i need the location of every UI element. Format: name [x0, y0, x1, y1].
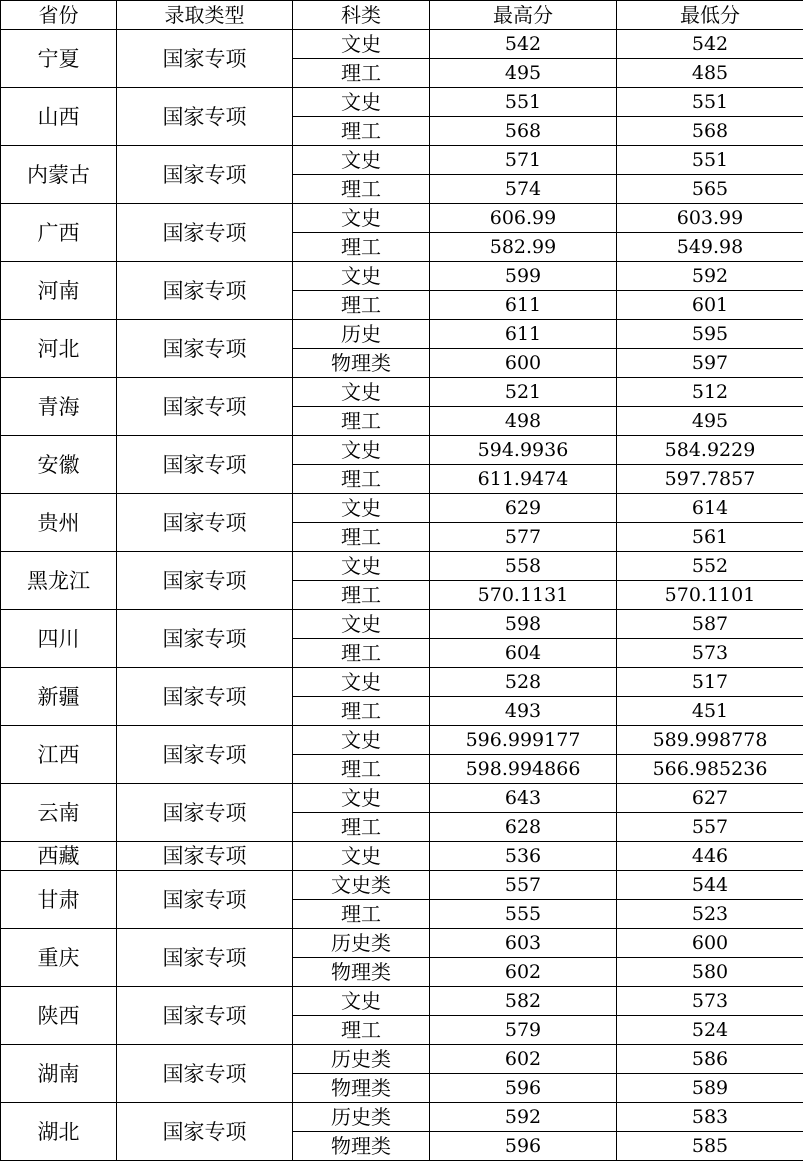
max-score-cell: 596	[430, 1074, 617, 1103]
province-cell: 西藏	[1, 842, 117, 871]
max-score-cell: 498	[430, 407, 617, 436]
min-score-cell: 597	[617, 349, 803, 378]
province-cell: 青海	[1, 378, 117, 436]
max-score-cell: 570.1131	[430, 581, 617, 610]
max-score-cell: 611	[430, 291, 617, 320]
subject-cell: 文史	[293, 30, 430, 59]
admission-type-cell: 国家专项	[117, 610, 293, 668]
min-score-cell: 512	[617, 378, 803, 407]
header-row	[1, 1, 803, 30]
table-header	[1, 1, 803, 30]
table-row	[1, 30, 803, 59]
table-row	[1, 204, 803, 233]
table-row	[1, 668, 803, 697]
subject-cell: 文史	[293, 204, 430, 233]
max-score-cell: 596.999177	[430, 726, 617, 755]
subject-cell: 历史	[293, 320, 430, 349]
subject-cell: 物理类	[293, 958, 430, 987]
subject-cell: 理工	[293, 59, 430, 88]
min-score-cell: 542	[617, 30, 803, 59]
province-cell: 新疆	[1, 668, 117, 726]
min-score-cell: 544	[617, 871, 803, 900]
min-score-cell: 451	[617, 697, 803, 726]
table-row	[1, 378, 803, 407]
admission-type-cell: 国家专项	[117, 494, 293, 552]
min-score-cell: 589.998778	[617, 726, 803, 755]
max-score-cell: 577	[430, 523, 617, 552]
subject-cell: 文史	[293, 436, 430, 465]
province-cell: 安徽	[1, 436, 117, 494]
province-cell: 甘肃	[1, 871, 117, 929]
max-score-cell: 555	[430, 900, 617, 929]
min-score-cell: 551	[617, 146, 803, 175]
min-score-cell: 557	[617, 813, 803, 842]
min-score-cell: 603.99	[617, 204, 803, 233]
subject-cell: 历史类	[293, 929, 430, 958]
subject-cell: 文史	[293, 842, 430, 871]
max-score-cell: 629	[430, 494, 617, 523]
subject-cell: 理工	[293, 523, 430, 552]
min-score-cell: 586	[617, 1045, 803, 1074]
min-score-cell: 517	[617, 668, 803, 697]
min-score-cell: 583	[617, 1103, 803, 1132]
max-score-cell: 568	[430, 117, 617, 146]
min-score-cell: 573	[617, 987, 803, 1016]
max-score-cell: 611	[430, 320, 617, 349]
admission-type-cell: 国家专项	[117, 262, 293, 320]
subject-cell: 理工	[293, 697, 430, 726]
province-cell: 四川	[1, 610, 117, 668]
admission-type-cell: 国家专项	[117, 726, 293, 784]
province-cell: 广西	[1, 204, 117, 262]
admission-type-cell: 国家专项	[117, 30, 293, 88]
min-score-cell: 587	[617, 610, 803, 639]
min-score-cell: 584.9229	[617, 436, 803, 465]
min-score-cell: 589	[617, 1074, 803, 1103]
max-score-cell: 603	[430, 929, 617, 958]
province-cell: 河南	[1, 262, 117, 320]
max-score-cell: 579	[430, 1016, 617, 1045]
min-score-cell: 573	[617, 639, 803, 668]
subject-cell: 理工	[293, 465, 430, 494]
max-score-cell: 592	[430, 1103, 617, 1132]
max-score-cell: 528	[430, 668, 617, 697]
max-score-cell: 628	[430, 813, 617, 842]
max-score-cell: 542	[430, 30, 617, 59]
min-score-cell: 446	[617, 842, 803, 871]
subject-cell: 文史	[293, 88, 430, 117]
admission-type-cell: 国家专项	[117, 929, 293, 987]
max-score-cell: 599	[430, 262, 617, 291]
min-score-cell: 561	[617, 523, 803, 552]
table-row	[1, 262, 803, 291]
table-row	[1, 436, 803, 465]
max-score-cell: 571	[430, 146, 617, 175]
admission-type-cell: 国家专项	[117, 1045, 293, 1103]
table-row	[1, 320, 803, 349]
min-score-cell: 580	[617, 958, 803, 987]
min-score-cell: 585	[617, 1132, 803, 1161]
admission-type-cell: 国家专项	[117, 146, 293, 204]
subject-cell: 历史类	[293, 1103, 430, 1132]
min-score-cell: 565	[617, 175, 803, 204]
admission-type-cell: 国家专项	[117, 320, 293, 378]
max-score-cell: 536	[430, 842, 617, 871]
max-score-cell: 557	[430, 871, 617, 900]
table-body	[1, 30, 803, 1161]
header-subject: 科类	[293, 1, 430, 30]
min-score-cell: 568	[617, 117, 803, 146]
subject-cell: 文史	[293, 146, 430, 175]
province-cell: 湖南	[1, 1045, 117, 1103]
subject-cell: 理工	[293, 233, 430, 262]
min-score-cell: 523	[617, 900, 803, 929]
subject-cell: 理工	[293, 175, 430, 204]
subject-cell: 文史类	[293, 871, 430, 900]
subject-cell: 文史	[293, 987, 430, 1016]
table-row	[1, 1103, 803, 1132]
max-score-cell: 582.99	[430, 233, 617, 262]
admission-type-cell: 国家专项	[117, 552, 293, 610]
header-min-score: 最低分	[617, 1, 803, 30]
max-score-cell: 598.994866	[430, 755, 617, 784]
subject-cell: 理工	[293, 581, 430, 610]
max-score-cell: 611.9474	[430, 465, 617, 494]
subject-cell: 理工	[293, 407, 430, 436]
max-score-cell: 495	[430, 59, 617, 88]
header-admission-type: 录取类型	[117, 1, 293, 30]
subject-cell: 文史	[293, 610, 430, 639]
max-score-cell: 582	[430, 987, 617, 1016]
province-cell: 陕西	[1, 987, 117, 1045]
admission-type-cell: 国家专项	[117, 378, 293, 436]
subject-cell: 理工	[293, 1016, 430, 1045]
province-cell: 江西	[1, 726, 117, 784]
max-score-cell: 551	[430, 88, 617, 117]
table-row	[1, 871, 803, 900]
province-cell: 山西	[1, 88, 117, 146]
table-row	[1, 929, 803, 958]
table-row	[1, 842, 803, 871]
max-score-cell: 643	[430, 784, 617, 813]
subject-cell: 理工	[293, 639, 430, 668]
province-cell: 湖北	[1, 1103, 117, 1161]
min-score-cell: 601	[617, 291, 803, 320]
subject-cell: 文史	[293, 784, 430, 813]
subject-cell: 理工	[293, 755, 430, 784]
max-score-cell: 602	[430, 958, 617, 987]
min-score-cell: 592	[617, 262, 803, 291]
province-cell: 河北	[1, 320, 117, 378]
max-score-cell: 602	[430, 1045, 617, 1074]
min-score-cell: 549.98	[617, 233, 803, 262]
subject-cell: 文史	[293, 262, 430, 291]
admission-type-cell: 国家专项	[117, 871, 293, 929]
table-row	[1, 610, 803, 639]
subject-cell: 理工	[293, 291, 430, 320]
table-row	[1, 987, 803, 1016]
admission-type-cell: 国家专项	[117, 1103, 293, 1161]
subject-cell: 物理类	[293, 1074, 430, 1103]
max-score-cell: 521	[430, 378, 617, 407]
max-score-cell: 604	[430, 639, 617, 668]
subject-cell: 理工	[293, 117, 430, 146]
admission-type-cell: 国家专项	[117, 88, 293, 146]
province-cell: 云南	[1, 784, 117, 842]
table-row	[1, 1045, 803, 1074]
max-score-cell: 558	[430, 552, 617, 581]
subject-cell: 历史类	[293, 1045, 430, 1074]
min-score-cell: 524	[617, 1016, 803, 1045]
province-cell: 内蒙古	[1, 146, 117, 204]
max-score-cell: 493	[430, 697, 617, 726]
subject-cell: 理工	[293, 813, 430, 842]
subject-cell: 文史	[293, 378, 430, 407]
min-score-cell: 570.1101	[617, 581, 803, 610]
subject-cell: 物理类	[293, 1132, 430, 1161]
min-score-cell: 595	[617, 320, 803, 349]
min-score-cell: 485	[617, 59, 803, 88]
admission-type-cell: 国家专项	[117, 668, 293, 726]
min-score-cell: 627	[617, 784, 803, 813]
subject-cell: 物理类	[293, 349, 430, 378]
max-score-cell: 596	[430, 1132, 617, 1161]
max-score-cell: 594.9936	[430, 436, 617, 465]
header-max-score: 最高分	[430, 1, 617, 30]
table-row	[1, 146, 803, 175]
table-row	[1, 494, 803, 523]
table-row	[1, 88, 803, 117]
admission-type-cell: 国家专项	[117, 204, 293, 262]
subject-cell: 理工	[293, 900, 430, 929]
min-score-cell: 597.7857	[617, 465, 803, 494]
header-province: 省份	[1, 1, 117, 30]
province-cell: 贵州	[1, 494, 117, 552]
min-score-cell: 614	[617, 494, 803, 523]
min-score-cell: 600	[617, 929, 803, 958]
province-cell: 宁夏	[1, 30, 117, 88]
province-cell: 重庆	[1, 929, 117, 987]
table-row	[1, 784, 803, 813]
max-score-cell: 600	[430, 349, 617, 378]
min-score-cell: 552	[617, 552, 803, 581]
table-row	[1, 726, 803, 755]
subject-cell: 文史	[293, 668, 430, 697]
min-score-cell: 566.985236	[617, 755, 803, 784]
admission-type-cell: 国家专项	[117, 436, 293, 494]
table-row	[1, 552, 803, 581]
max-score-cell: 606.99	[430, 204, 617, 233]
admission-type-cell: 国家专项	[117, 987, 293, 1045]
subject-cell: 文史	[293, 552, 430, 581]
province-cell: 黑龙江	[1, 552, 117, 610]
min-score-cell: 551	[617, 88, 803, 117]
subject-cell: 文史	[293, 494, 430, 523]
max-score-cell: 574	[430, 175, 617, 204]
min-score-cell: 495	[617, 407, 803, 436]
admission-type-cell: 国家专项	[117, 842, 293, 871]
max-score-cell: 598	[430, 610, 617, 639]
admission-type-cell: 国家专项	[117, 784, 293, 842]
subject-cell: 文史	[293, 726, 430, 755]
